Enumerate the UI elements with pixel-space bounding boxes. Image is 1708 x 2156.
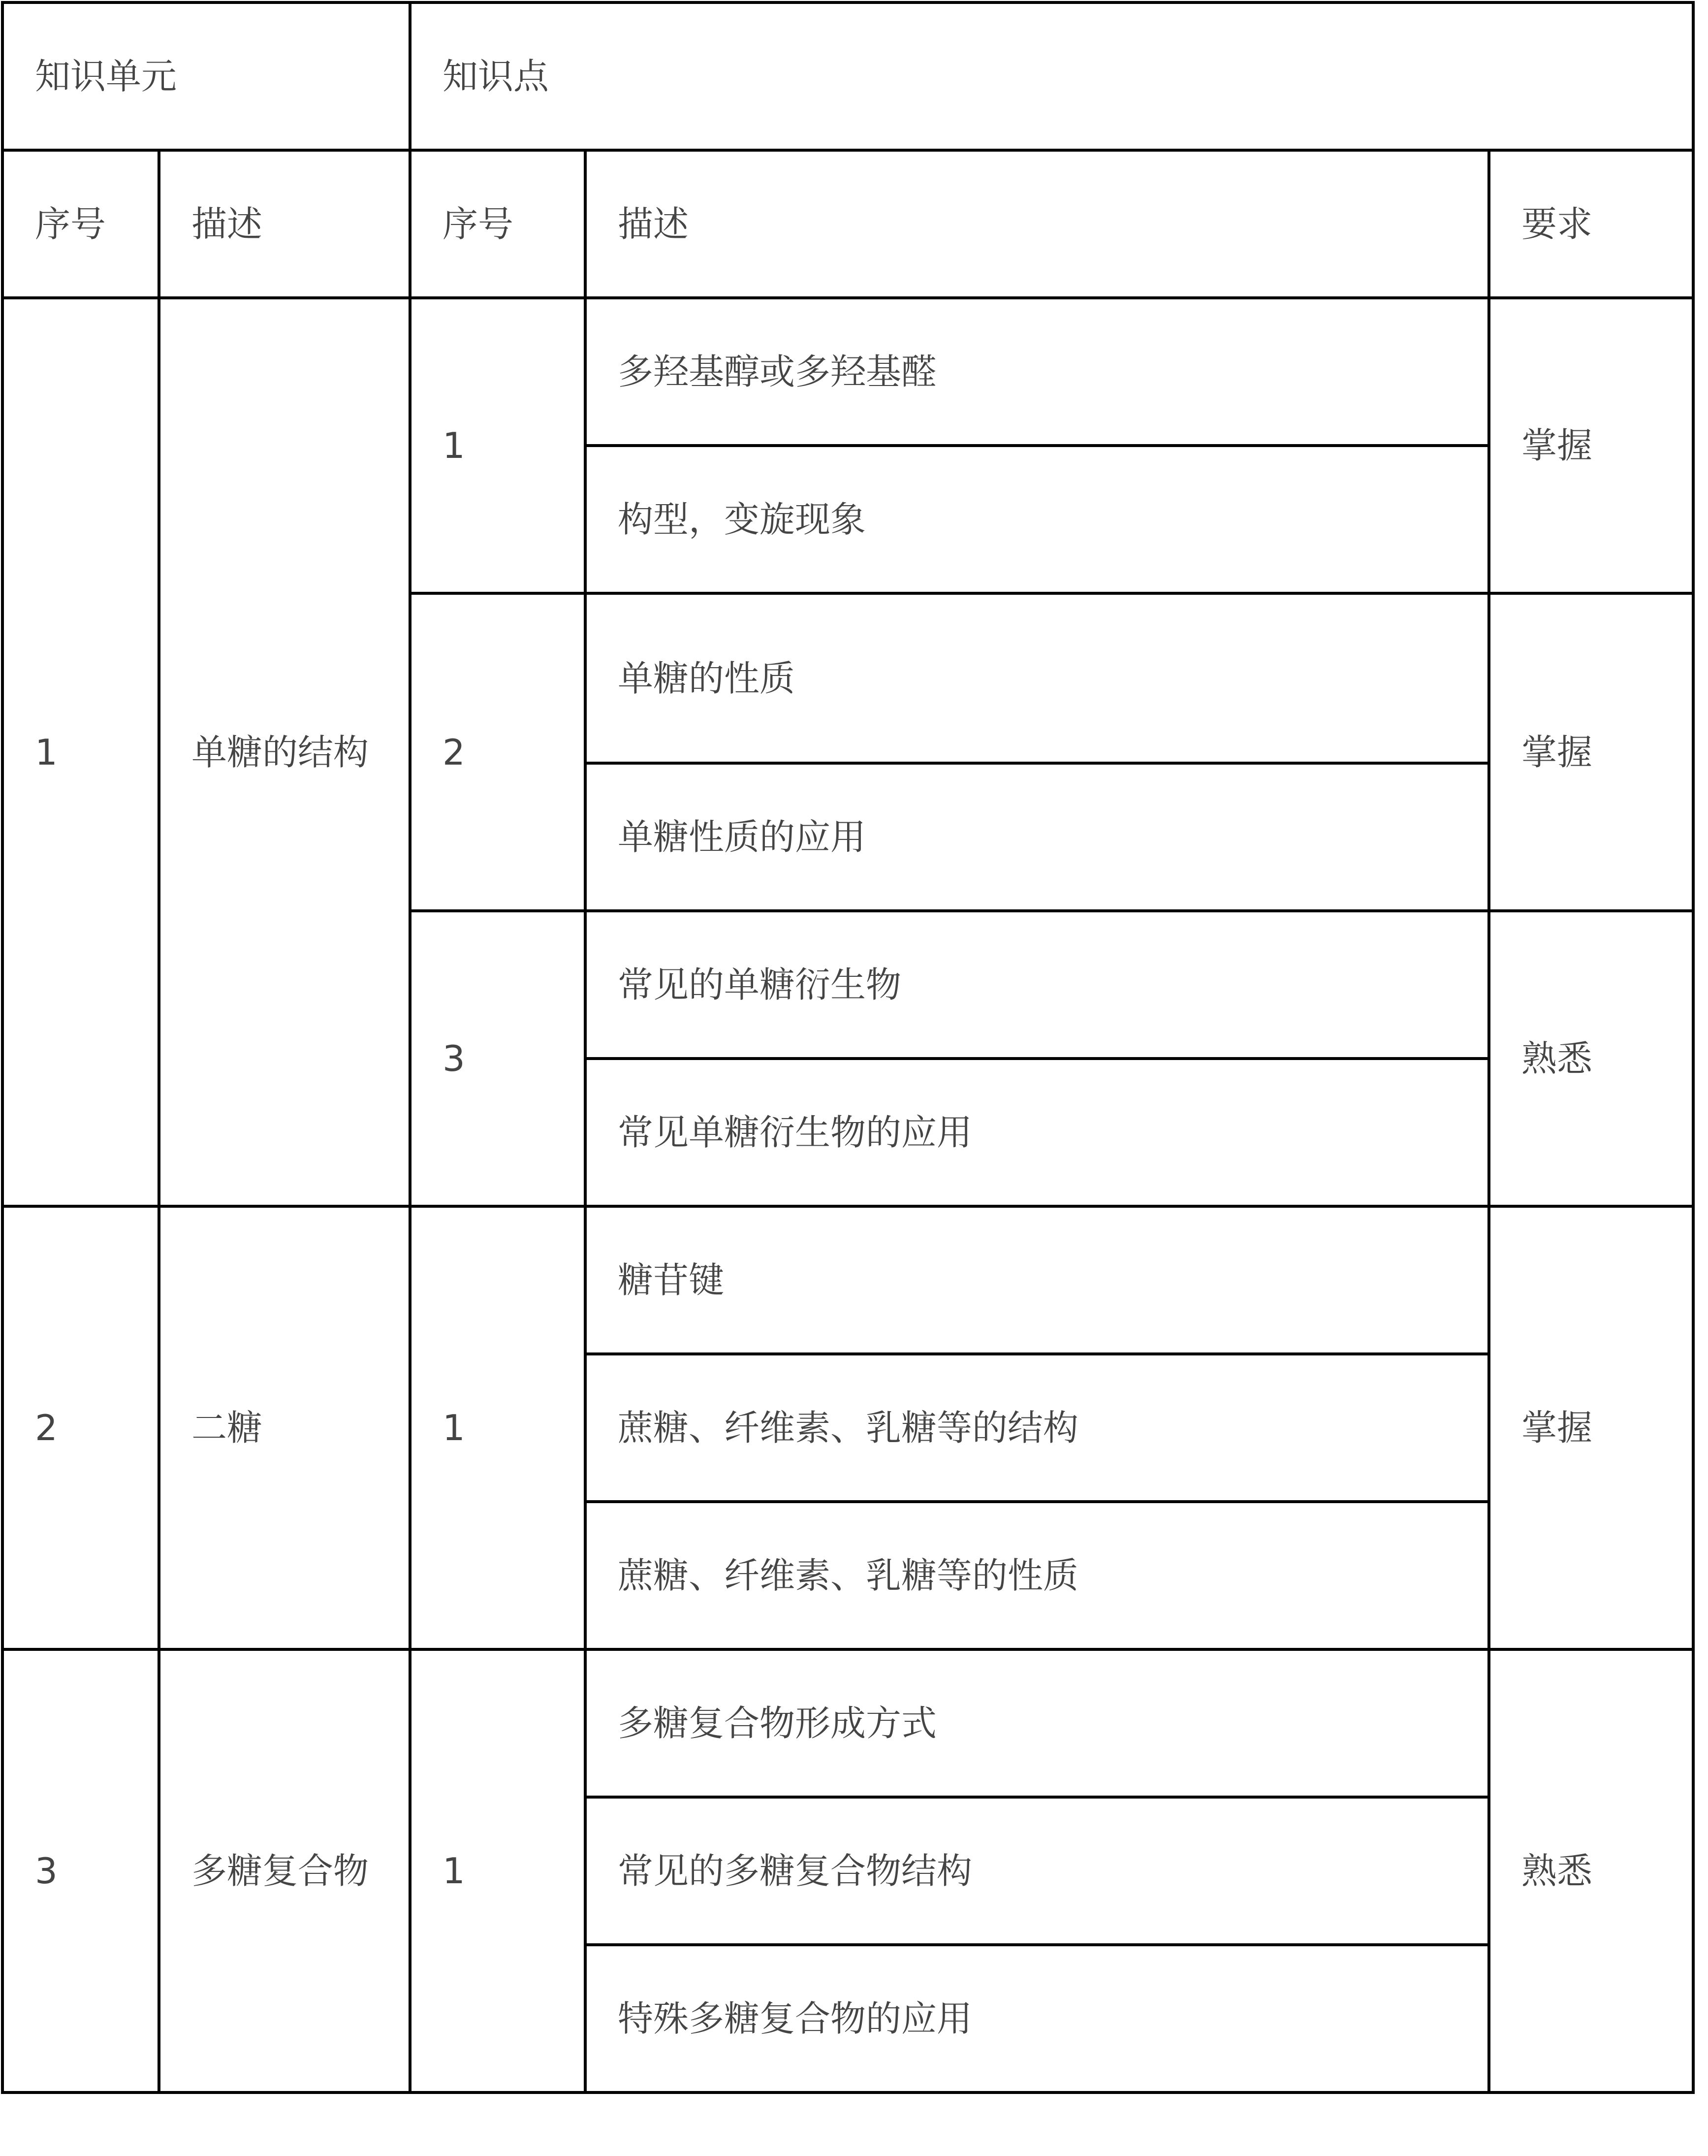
- point-item: 常见单糖衍生物的应用: [585, 1059, 1489, 1206]
- point-item: 特殊多糖复合物的应用: [585, 1945, 1489, 2092]
- header-requirement: 要求: [1489, 150, 1693, 298]
- point-requirement: 掌握: [1489, 593, 1693, 911]
- header-unit-description: 描述: [159, 150, 410, 298]
- table-column-header-row: [2, 150, 1693, 298]
- table-group-header-row: [2, 2, 1693, 150]
- table-row: [2, 1649, 1693, 1797]
- point-item: 多糖复合物形成方式: [585, 1649, 1489, 1797]
- point-item: 构型，变旋现象: [585, 446, 1489, 593]
- unit-description: 多糖复合物: [159, 1649, 410, 2092]
- header-knowledge-unit: 知识单元: [2, 2, 410, 150]
- unit-description: 单糖的结构: [159, 298, 410, 1206]
- point-requirement: 熟悉: [1489, 1649, 1693, 2092]
- point-item: 常见的单糖衍生物: [585, 911, 1489, 1059]
- table-row: [2, 1206, 1693, 1354]
- point-item: 糖苷键: [585, 1206, 1489, 1354]
- point-item: 蔗糖、纤维素、乳糖等的性质: [585, 1502, 1489, 1649]
- point-requirement: 熟悉: [1489, 911, 1693, 1206]
- point-number: 1: [410, 1206, 585, 1649]
- point-item: 常见的多糖复合物结构: [585, 1797, 1489, 1945]
- point-number: 3: [410, 911, 585, 1206]
- point-number: 1: [410, 1649, 585, 2092]
- point-item: 单糖的性质: [585, 593, 1489, 763]
- header-unit-number: 序号: [2, 150, 159, 298]
- header-knowledge-point: 知识点: [410, 2, 1693, 150]
- knowledge-table: [1, 1, 1695, 2094]
- point-item: 单糖性质的应用: [585, 763, 1489, 911]
- unit-description: 二糖: [159, 1206, 410, 1649]
- table-row: [2, 298, 1693, 446]
- point-requirement: 掌握: [1489, 298, 1693, 593]
- point-number: 2: [410, 593, 585, 911]
- point-item: 蔗糖、纤维素、乳糖等的结构: [585, 1354, 1489, 1502]
- point-item: 多羟基醇或多羟基醛: [585, 298, 1489, 446]
- point-number: 1: [410, 298, 585, 593]
- header-point-description: 描述: [585, 150, 1489, 298]
- unit-number: 1: [2, 298, 159, 1206]
- point-requirement: 掌握: [1489, 1206, 1693, 1649]
- unit-number: 2: [2, 1206, 159, 1649]
- header-point-number: 序号: [410, 150, 585, 298]
- unit-number: 3: [2, 1649, 159, 2092]
